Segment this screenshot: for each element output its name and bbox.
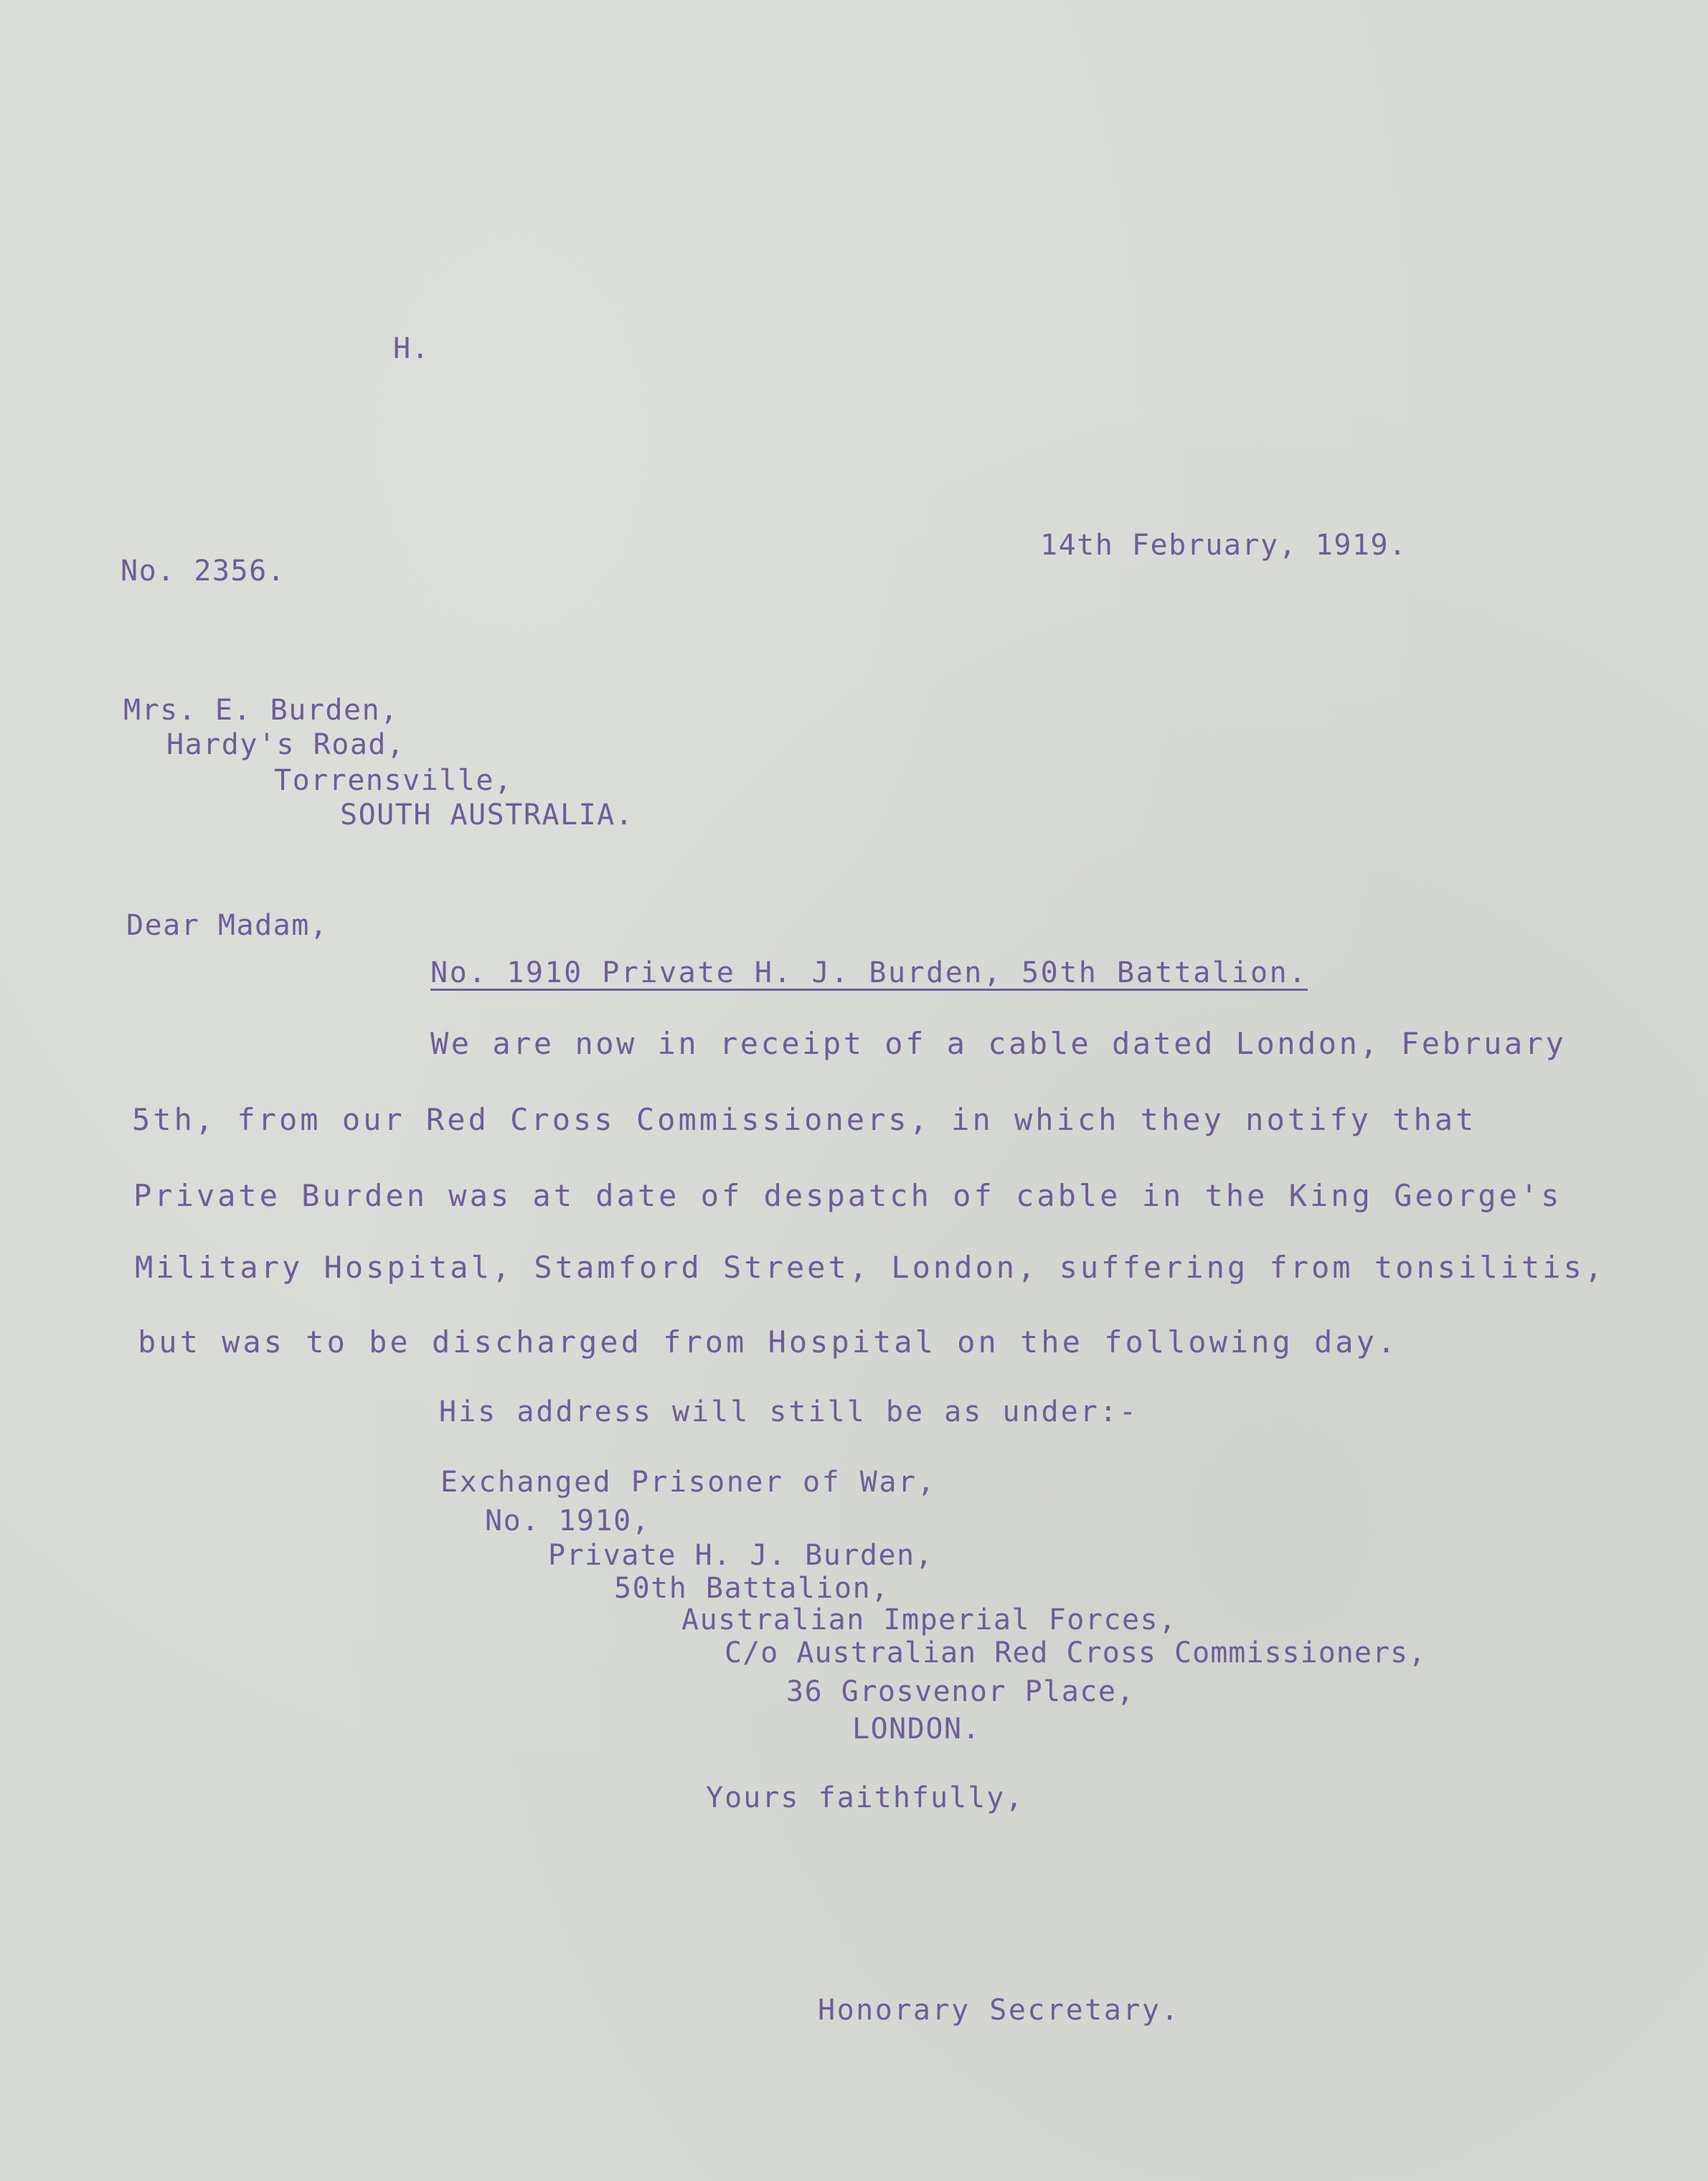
address-line: 50th Battalion,: [614, 1572, 890, 1605]
recipient-state: SOUTH AUSTRALIA.: [340, 799, 634, 832]
closing: Yours faithfully,: [706, 1781, 1024, 1814]
address-line: 36 Grosvenor Place,: [786, 1675, 1136, 1708]
recipient-street: Hardy's Road,: [166, 728, 405, 761]
address-line: Exchanged Prisoner of War,: [440, 1466, 937, 1499]
address-line: Australian Imperial Forces,: [681, 1603, 1177, 1636]
signatory-title: Honorary Secretary.: [818, 1994, 1181, 2027]
body-line: His address will still be as under:-: [439, 1395, 1138, 1428]
address-line: No. 1910,: [485, 1504, 651, 1537]
address-line: C/o Australian Red Cross Commissioners,: [725, 1636, 1427, 1669]
address-line: LONDON.: [852, 1713, 981, 1746]
recipient-suburb: Torrensville,: [274, 764, 513, 797]
subject-line: No. 1910 Private H. J. Burden, 50th Battalion.: [430, 956, 1308, 989]
body-line: 5th, from our Red Cross Commissioners, in which they notify that: [132, 1102, 1477, 1137]
file-mark: H.: [393, 332, 430, 365]
salutation: Dear Madam,: [126, 909, 329, 942]
body-line: Military Hospital, Stamford Street, London, suffering from tonsilitis,: [135, 1250, 1606, 1285]
body-line: Private Burden was at date of despatch of cable in the King George's: [133, 1178, 1562, 1213]
address-line: Private H. J. Burden,: [548, 1539, 934, 1572]
body-line: but was to be discharged from Hospital on the following day.: [138, 1324, 1399, 1360]
letter-date: 14th February, 1919.: [1040, 529, 1407, 562]
reference-number: No. 2356.: [121, 555, 286, 588]
body-line: We are now in receipt of a cable dated London, February: [430, 1026, 1567, 1061]
recipient-name: Mrs. E. Burden,: [123, 694, 399, 727]
